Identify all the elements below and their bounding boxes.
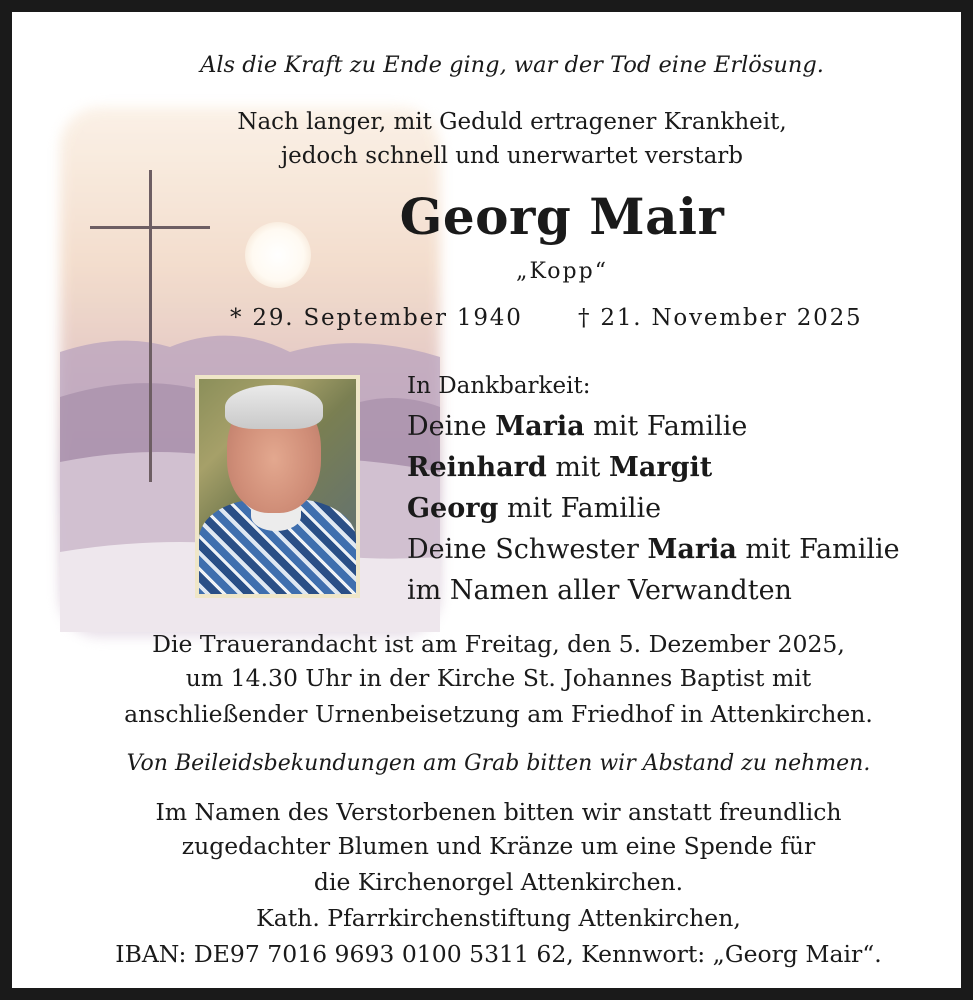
- intro-line-1: Nach langer, mit Geduld ertragener Krankheit,: [237, 109, 787, 135]
- portrait-hair: [225, 385, 323, 429]
- deceased-nickname: „Kopp“: [516, 259, 608, 284]
- birth-date: * 29. September 1940: [230, 305, 523, 331]
- donation-iban: IBAN: DE97 7016 9693 0100 5311 62, Kennwort: „Georg Mair“.: [115, 940, 882, 968]
- mourner-line: Deine Maria mit Familie: [407, 411, 748, 442]
- death-date: † 21. November 2025: [578, 305, 863, 331]
- motto: Als die Kraft zu Ende ging, war der Tod eine Erlösung.: [200, 52, 824, 78]
- deceased-name: Georg Mair: [399, 187, 725, 246]
- donation-line-2: zugedachter Blumen und Kränze um eine Spende für: [181, 832, 816, 860]
- donation-line-3: die Kirchenorgel Attenkirchen.: [313, 868, 684, 896]
- portrait-image: [199, 379, 356, 594]
- ceremony-line-2: um 14.30 Uhr in der Kirche St. Johannes Baptist mit: [185, 664, 812, 692]
- donation-line-4: Kath. Pfarrkirchenstiftung Attenkirchen,: [256, 904, 741, 932]
- mourner-line: Deine Schwester Maria mit Familie: [407, 534, 900, 565]
- mourner-line: Reinhard mit Margit: [407, 452, 713, 483]
- mourner-line: im Namen aller Verwandten: [407, 575, 792, 606]
- donation-line-1: Im Namen des Verstorbenen bitten wir anstatt freundlich: [155, 798, 842, 826]
- condolence-note: Von Beileidsbekundungen am Grab bitten wir Abstand zu nehmen.: [126, 751, 871, 776]
- ceremony-line-3: anschließender Urnenbeisetzung am Friedhof in Attenkirchen.: [124, 700, 873, 728]
- mourners-lead: In Dankbarkeit:: [407, 373, 591, 399]
- ceremony-line-1: Die Trauerandacht ist am Freitag, den 5. Dezember 2025,: [152, 630, 845, 658]
- intro-line-2: jedoch schnell und unerwartet verstarb: [280, 143, 744, 169]
- mourner-line: Georg mit Familie: [407, 493, 662, 524]
- portrait-photo: [195, 375, 360, 598]
